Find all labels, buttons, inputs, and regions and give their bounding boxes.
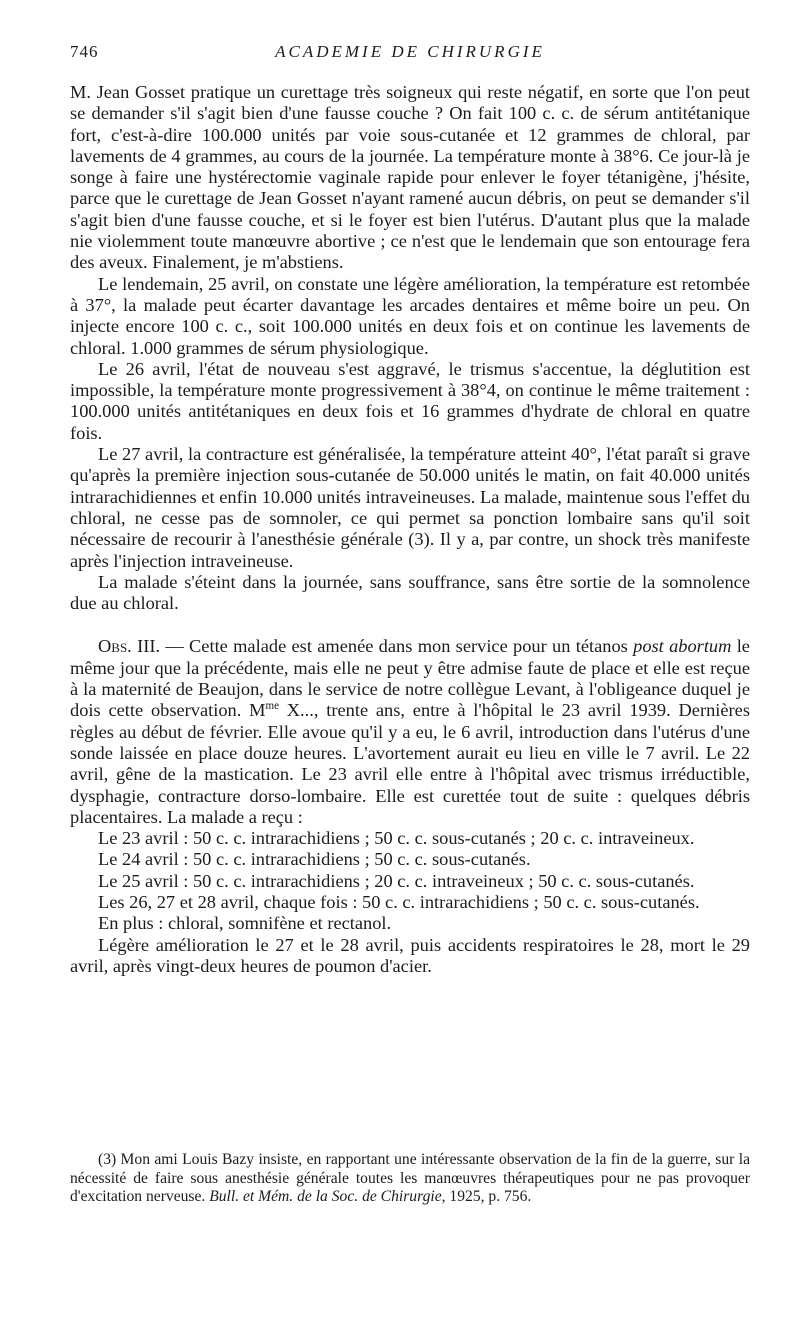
treatment-line: Le 23 avril : 50 c. c. intrarachidiens ; 50 c. c. sous-cutanés ; 20 c. c. intraveineux. [98, 828, 695, 849]
treatment-line: Légère amélioration le 27 et le 28 avril, puis accidents respiratoires le 28, mort le 29 avril, après vingt-deux heures de poumon d'acier. [70, 934, 750, 976]
paragraph: M. Jean Gosset pratique un curettage très soigneux qui reste négatif, en sorte que l'on peut se demander s'il s'agit bien d'une fausse couche ? On fait 100 c. c. de sérum antitétanique fort, c'est-à-dire 100.000 unités par voie sous-cutanée et 12 grammes de chloral, par lavements de 4 grammes, au cours de la journée. La température monte à 38°6. Ce jour-là je songe à faire une hystérectomie vaginale rapide pour enlever le foyer tétanigène, j'hésite, parce que le curettage de Jean Gosset n'ayant ramené aucun débris, on peut se demander s'il s'agit bien d'une fausse couche, et si le foyer est bien l'utérus. D'autant plus que la malade nie violemment toute manœuvre abortive ; ce n'est que le lendemain que son entourage fera des aveux. Finalement, je m'abstiens. [70, 82, 750, 273]
footnote [70, 1151, 750, 1207]
observation-latin-term: post abortum [633, 636, 732, 657]
observation-text-2: X..., trente ans, entre à l'hôpital le 23 avril 1939. Dernières règles au début de février. Elle avoue qu'il y a eu, le 6 avril, introduction dans l'utérus d'une sonde laissée en place douze heures. L'avortement aurait eu lieu en ville le 7 avril. Le 22 avril, gêne de la mastication. Le 23 avril elle entre à l'hôpital avec trismus irréductible, dysphagie, contracture dorso-lombaire. Elle est curettée tout de suite : quelques débris placentaires. La malade a reçu : [70, 700, 750, 827]
treatment-line: Les 26, 27 et 28 avril, chaque fois : 50 c. c. intrarachidiens ; 50 c. c. sous-cutanés. [98, 891, 700, 912]
treatment-line: Le 24 avril : 50 c. c. intrarachidiens ; 50 c. c. sous-cutanés. [98, 849, 531, 870]
observation-superscript: me [265, 700, 279, 713]
footnote-citation: Bull. et Mém. de la Soc. de Chirurgie [209, 1188, 442, 1206]
running-title: ACADEMIE DE CHIRURGIE [275, 42, 545, 61]
treatment-line: Le 25 avril : 50 c. c. intrarachidiens ; 20 c. c. intraveineux ; 50 c. c. sous-cutanés. [98, 870, 695, 891]
footnote-text [70, 1151, 750, 1207]
page-number: 746 [70, 42, 99, 61]
footnote-body: (3) Mon ami Louis Bazy insiste, en rapportant une intéressante observation de la fin de la guerre, sur la nécessité de faire sous anesthésie générale toutes les manœuvres thérapeutiques pour ne pas provoquer d'excitation nerveuse. [70, 1151, 750, 1206]
body-text [70, 82, 750, 977]
treatment-line: En plus : chloral, somnifène et rectanol. [98, 913, 392, 934]
observation-paragraph [70, 636, 750, 828]
paragraph: La malade s'éteint dans la journée, sans souffrance, sans être sortie de la somnolence due au chloral. [70, 571, 750, 614]
observation-text-1: le même jour que la précédente, mais elle ne peut y être admise faute de place et elle est reçue à la maternité de Beaujon, dans le service de notre collègue Levant, à l'obligeance duquel je dois cette observation. M [70, 636, 750, 721]
paragraph: Le 26 avril, l'état de nouveau s'est aggravé, le trismus s'accentue, la déglutition est impossible, la température monte progressivement à 38°4, on continue le même traitement : 100.000 unités antitétaniques en deux fois et 16 grammes d'hydrate de chloral en quatre fois. [70, 358, 750, 443]
paragraph: Le lendemain, 25 avril, on constate une légère amélioration, la température est retombée à 37°, la malade peut écarter davantage les arcades dentaires et même boire un peu. On injecte encore 100 c. c., soit 100.000 unités en deux fois et on continue les lavements de chloral. 1.000 grammes de sérum physiologique. [70, 273, 750, 358]
page-header [70, 42, 750, 68]
paragraph: Le 27 avril, la contracture est généralisée, la température atteint 40°, l'état paraît si grave qu'après la première injection sous-cutanée de 50.000 unités le matin, on fait 40.000 unités intrarachidiennes et enfin 10.000 unités intraveineuses. La malade, maintenue sous l'effet du chloral, ne cesse pas de somnoler, ce qui permet sa ponction lombaire sans qu'il soit nécessaire de recourir à l'anesthésie générale (3). Il y a, par contre, un shock très manifeste après l'injection intraveineuse. [70, 444, 750, 571]
observation-label: Obs. III. [98, 636, 161, 657]
footnote-citation-tail: , 1925, p. 756. [441, 1188, 532, 1206]
observation-intro: — Cette malade est amenée dans mon service pour un tétanos [160, 636, 634, 657]
